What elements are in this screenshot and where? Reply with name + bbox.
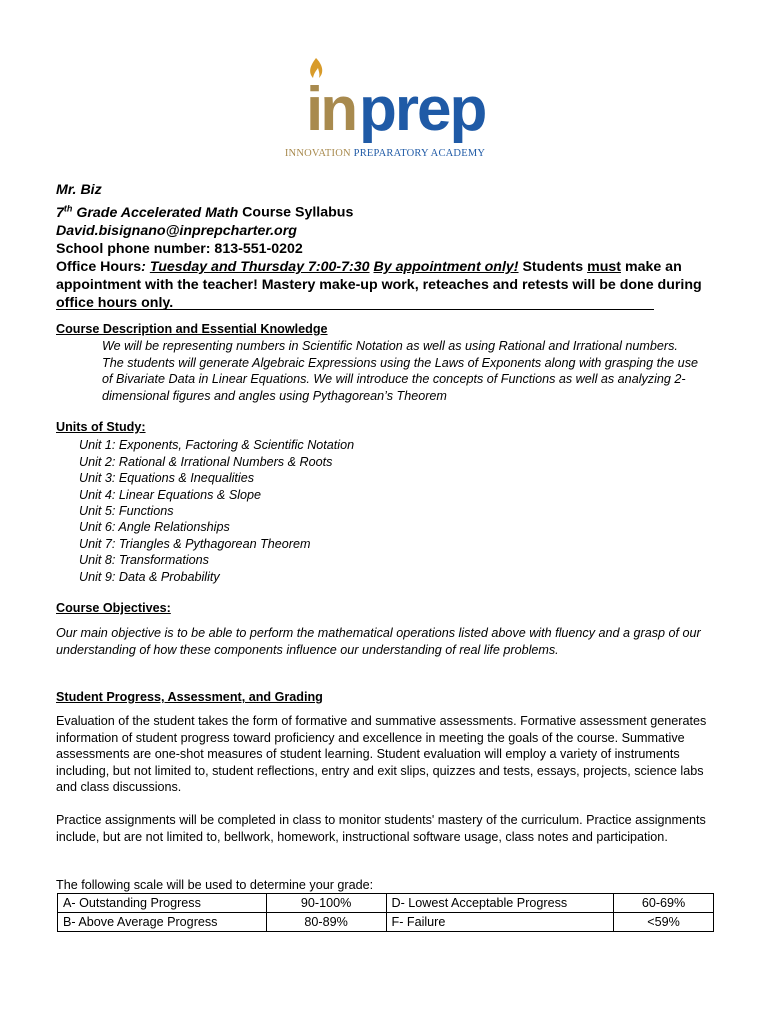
progress-paragraph-2: Practice assignments will be completed in class to monitor students' mastery of the curriculum. Practice assignments include, but are not limited to, bellwork, homework, instructional software usage, class notes and participation.	[56, 813, 706, 844]
grade-range: <59%	[614, 913, 714, 932]
logo-tagline	[280, 148, 490, 159]
grade-scale-intro: The following scale will be used to determine your grade:	[56, 878, 374, 892]
unit-item: Unit 3: Equations & Inequalities	[79, 471, 255, 485]
grade-range: 80-89%	[266, 913, 386, 932]
unit-item: Unit 7: Triangles & Pythagorean Theorem	[79, 536, 311, 551]
units-heading: Units of Study:	[56, 420, 146, 434]
school-phone: School phone number: 813-551-0202	[56, 240, 303, 257]
unit-item: Unit 4: Linear Equations & Slope	[79, 487, 262, 502]
grade-label: D- Lowest Acceptable Progress	[386, 894, 614, 913]
tagline-innovation: INNOVATION	[284, 148, 351, 159]
description-heading: Course Description and Essential Knowledge	[56, 322, 328, 336]
wordmark-prep: prep	[359, 75, 486, 144]
grade-scale-table	[57, 893, 714, 932]
unit-item: Unit 8: Transformations	[79, 553, 209, 567]
tagline-preparatory-academy: PREPARATORY ACADEMY	[353, 148, 486, 159]
objectives-heading: Course Objectives:	[56, 601, 171, 615]
grade-label: B- Above Average Progress	[58, 913, 267, 932]
unit-item: Unit 2: Rational & Irrational Numbers & Roots	[79, 454, 333, 469]
grade-label: A- Outstanding Progress	[58, 894, 267, 913]
unit-item: Unit 5: Functions	[79, 504, 174, 518]
school-logo	[280, 52, 490, 168]
grade-range: 60-69%	[614, 894, 714, 913]
description-text: We will be representing numbers in Scientific Notation as well as using Rational and Irrational numbers. The students will generate Algebraic Expressions using the Laws of Exponents along with grasping the use of Bivariate Data in Linear Equations. We will introduce the concepts of Functions as well as analyzing 2-dimensional figures and angles using Pythagorean’s Theorem	[102, 339, 698, 403]
header-divider	[56, 309, 654, 310]
unit-item: Unit 1: Exponents, Factoring & Scientific Notation	[79, 438, 355, 452]
syllabus-header	[56, 181, 716, 312]
grade-label: F- Failure	[386, 913, 614, 932]
course-title: 7th Grade Accelerated Math Course Syllabus	[56, 203, 354, 221]
table-row	[58, 894, 714, 913]
teacher-name: Mr. Biz	[56, 182, 102, 198]
grade-range: 90-100%	[266, 894, 386, 913]
office-hours: Office Hours: Tuesday and Thursday 7:00-7:30 By appointment only! Students must make an appointment with the teacher! Mastery make-up work, reteaches and retests will be done during office hours only.	[56, 258, 702, 311]
table-row	[58, 913, 714, 932]
wordmark-in: in	[306, 75, 356, 144]
unit-item: Unit 9: Data & Probability	[79, 569, 220, 584]
teacher-email: David.bisignano@inprepcharter.org	[56, 222, 297, 239]
progress-paragraph-1: Evaluation of the student takes the form of formative and summative assessments. Formative assessment generates information of student progress toward proficiency and excellence in meeting the goals of the course. Summative assessments are one-shot measures of student learning. Student evaluation will employ a variety of instruments including, but not limited to, student reflections, entry and exit slips, quizzes and tests, essays, projects, science labs and class discussions.	[56, 714, 707, 794]
logo-mark	[280, 52, 490, 148]
unit-item: Unit 6: Angle Relationships	[79, 520, 230, 534]
progress-heading: Student Progress, Assessment, and Grading	[56, 690, 323, 704]
objectives-text: Our main objective is to be able to perform the mathematical operations listed above with fluency and a grasp of our understanding of how these components influence our understanding of real life problems.	[56, 626, 701, 657]
